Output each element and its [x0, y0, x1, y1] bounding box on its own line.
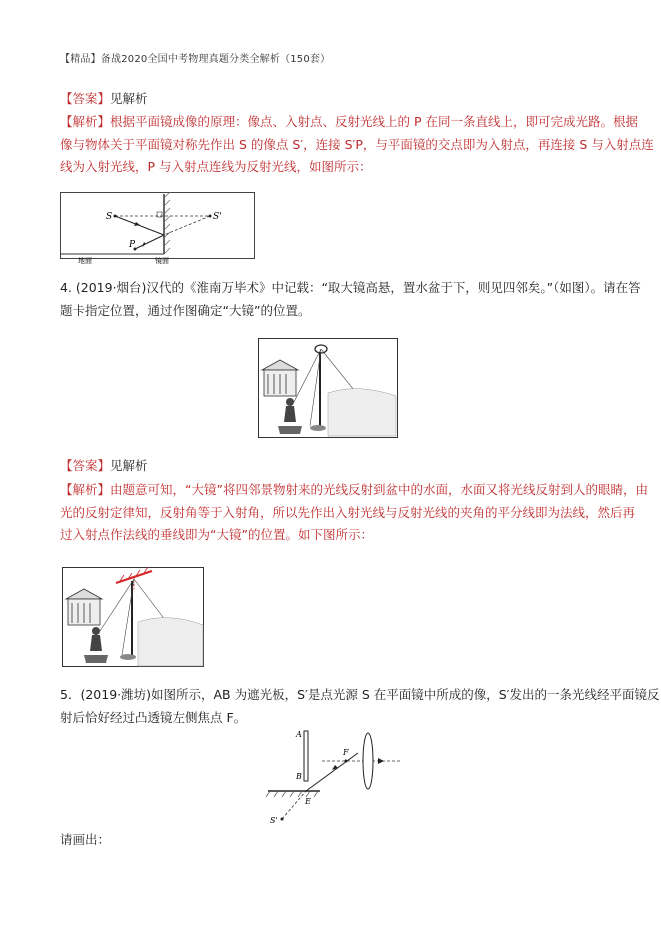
- question-5: [60, 684, 660, 729]
- question-4: [60, 277, 641, 322]
- label-a: A: [296, 730, 302, 739]
- question-line: 5．(2019·潍坊)如图所示，AB 为遮光板，S′是点光源 S 在平面镜中所成的像，S′发出的一条光线经平面镜反: [60, 687, 660, 702]
- answer-text: 见解析: [110, 458, 148, 473]
- label-s-prime: S': [270, 816, 278, 825]
- label-ground: 地面: [78, 257, 92, 264]
- label-b: B: [296, 772, 302, 781]
- answer-tag: 【答案】: [60, 91, 111, 106]
- convex-lens: [363, 733, 373, 789]
- analysis-block-1: [60, 111, 654, 179]
- label-s: S: [106, 212, 113, 222]
- answer-tag: 【答案】: [60, 458, 111, 473]
- axis-arrow: [378, 758, 384, 764]
- figure-frame: [61, 193, 255, 259]
- analysis-line: 像与物体关于平面镜对称先作出 S 的像点 S′，连接 S′P，与平面镜的交点即为入射点，再连接 S 与入射点连: [60, 136, 654, 152]
- answer-text: 见解析: [110, 91, 148, 106]
- question-line: 4. (2019·烟台)汉代的《淮南万毕术》中记载：“取大镜高悬，置水盆于下，则见四邻矣。”（如图）。请在答: [60, 280, 641, 295]
- lens-mirror-figure: [260, 727, 400, 827]
- water-basin: [310, 425, 326, 431]
- field: [138, 618, 203, 666]
- point-s-prime: [209, 215, 212, 218]
- analysis-line: 过入射点作法线的垂线即为“大镜”的位置。如下图所示：: [60, 527, 373, 542]
- reflected-ray: [306, 753, 358, 791]
- label-e: E: [305, 797, 311, 806]
- question-line: 射后恰好经过凸透镜左侧焦点 F。: [60, 709, 247, 725]
- answer-line-1: [60, 88, 148, 111]
- shading-board: [304, 731, 308, 781]
- focus-point: [345, 760, 348, 763]
- answer-illustration: [62, 567, 204, 667]
- analysis-line: 由题意可知，“大镜”将四邻景物射来的光线反射到盆中的水面，水面又将光线反射到人的眼睛，由: [110, 482, 648, 497]
- field: [328, 389, 396, 436]
- analysis-tag: 【解析】: [60, 482, 111, 497]
- answer-line-2: [60, 455, 148, 478]
- page-header: 【精品】备战2020全国中考物理真题分类全解析（150套）: [60, 54, 331, 65]
- label-p: P: [129, 240, 136, 250]
- point-s: [114, 215, 117, 218]
- label-s-prime: S': [213, 212, 222, 222]
- mirror-ray-figure: [60, 192, 260, 264]
- question-line: 题卡指定位置，通过作图确定“大镜”的位置。: [60, 302, 311, 318]
- analysis-tag: 【解析】: [60, 114, 111, 129]
- analysis-line: 线为入射光线，P 与入射点连线为反射光线，如图所示：: [60, 159, 372, 174]
- ancient-mirror-illustration: [258, 338, 398, 438]
- draw-prompt: 请画出：: [60, 832, 111, 847]
- water-basin: [120, 654, 136, 660]
- analysis-line: 光的反射定律知，反射角等于入射角，所以先作出入射光线与反射光线的夹角的平分线即为法线，然后再: [60, 504, 636, 520]
- analysis-block-2: [60, 479, 648, 547]
- point-s-prime: [281, 818, 284, 821]
- label-mirror: 镜面: [155, 257, 169, 264]
- analysis-line: 根据平面镜成像的原理：像点、入射点、反射光线上的 P 在同一条直线上，即可完成光路。根据: [110, 114, 639, 129]
- virtual-ray-line: [282, 791, 306, 819]
- label-f: F: [343, 748, 349, 757]
